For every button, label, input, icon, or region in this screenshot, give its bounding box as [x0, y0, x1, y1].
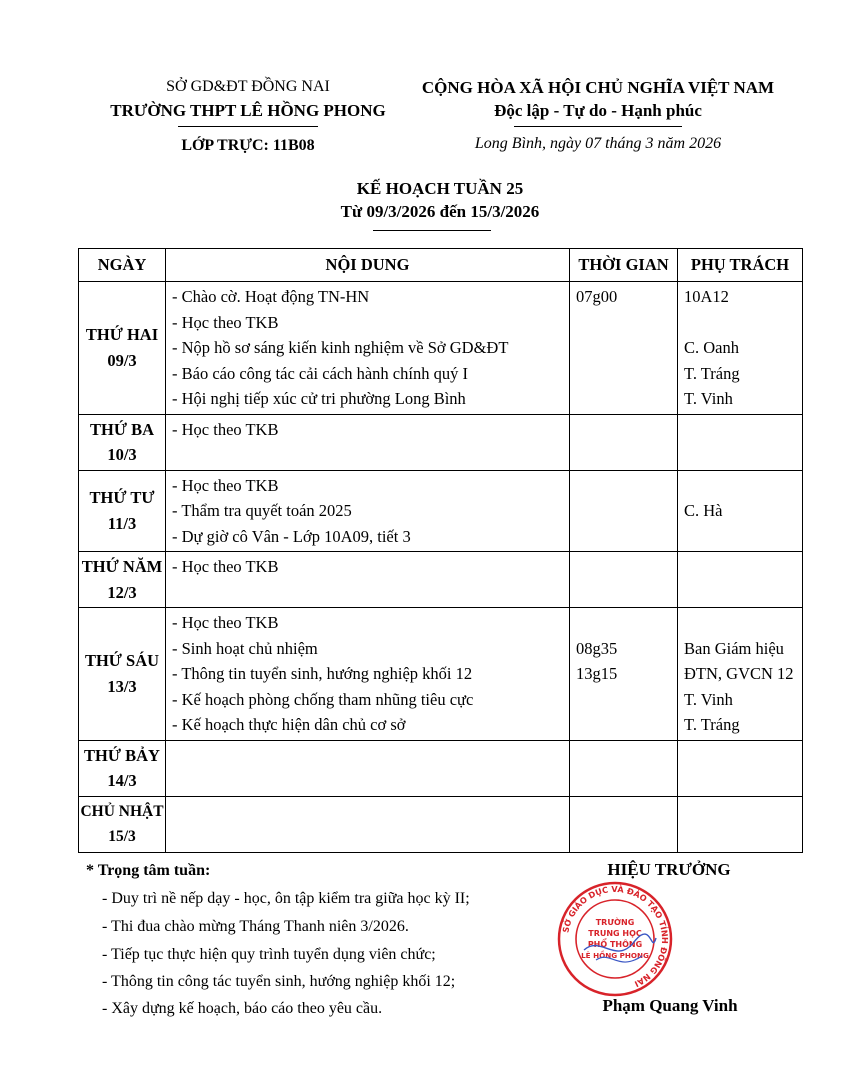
- stamp-line: TRUNG HỌC: [588, 929, 642, 938]
- time-cell: [570, 414, 678, 470]
- table-row: [79, 796, 803, 852]
- list-item: - Học theo TKB: [172, 475, 279, 495]
- focus-item: - Thi đua chào mừng Tháng Thanh niên 3/2026.: [102, 918, 409, 935]
- weekly-plan-table: [78, 248, 803, 853]
- owner-cell: [678, 608, 803, 741]
- motto: Độc lập - Tự do - Hạnh phúc: [494, 101, 702, 120]
- day-cell: [79, 740, 166, 796]
- header-content: NỘI DUNG: [166, 249, 570, 282]
- day-date: 11/3: [107, 513, 137, 533]
- time-value: 07g00: [576, 287, 618, 306]
- table-row: [79, 414, 803, 470]
- content-cell: [166, 552, 570, 608]
- duty-class: LỚP TRỰC: 11B08: [181, 137, 315, 154]
- table-row: [79, 282, 803, 415]
- day-name: CHỦ NHẬT: [80, 802, 164, 820]
- day-date: 10/3: [107, 445, 137, 464]
- owner-value: [684, 473, 796, 499]
- day-cell: [79, 414, 166, 470]
- list-item: - Kế hoạch phòng chống tham nhũng tiêu cực: [172, 689, 474, 709]
- department-name: SỞ GD&ĐT ĐỒNG NAI: [166, 78, 330, 95]
- day-cell: [79, 470, 166, 552]
- list-item: - Học theo TKB: [172, 557, 279, 576]
- owner-value: ĐTN, GVCN 12: [684, 664, 794, 683]
- day-date: 13/3: [107, 676, 137, 696]
- focus-item: - Duy trì nề nếp dạy - học, ôn tập kiểm tra giữa học kỳ II;: [102, 890, 470, 907]
- time-cell: [570, 470, 678, 552]
- list-item: - Thẩm tra quyết toán 2025: [172, 501, 352, 520]
- stamp-line: TRƯỜNG: [595, 918, 635, 927]
- list-item: - Học theo TKB: [172, 613, 279, 632]
- day-name: THỨ HAI: [85, 325, 159, 345]
- owner-value: T. Tráng: [684, 715, 740, 734]
- day-name: THỨ BA: [89, 419, 155, 439]
- content-cell: [166, 414, 570, 470]
- owner-cell: [678, 552, 803, 608]
- day-cell: [79, 552, 166, 608]
- owner-value: C. Oanh: [684, 338, 739, 357]
- stamp-ring-text: SỞ GIÁO DỤC VÀ ĐÀO TẠO TỈNH ĐỒNG NAI: [560, 883, 671, 990]
- day-name: THỨ NĂM: [81, 557, 163, 576]
- title-underline: [373, 230, 491, 231]
- owner-cell: [678, 796, 803, 852]
- time-cell: [570, 552, 678, 608]
- stamp-line: LÊ HỒNG PHONG: [581, 951, 649, 960]
- signature-role: HIỆU TRƯỞNG: [607, 860, 731, 879]
- day-name: THỨ BẢY: [84, 745, 160, 765]
- content-cell: [166, 740, 570, 796]
- motto-underline: [514, 126, 682, 127]
- time-value: 08g35: [576, 638, 618, 658]
- day-date: 12/3: [107, 582, 137, 602]
- owner-value: T. Vinh: [684, 689, 733, 709]
- time-value: 13g15: [576, 664, 618, 683]
- owner-cell: [678, 282, 803, 415]
- owner-value: Ban Giám hiệu: [684, 638, 784, 658]
- list-item: - Kế hoạch thực hiện dân chủ cơ sở: [172, 715, 406, 734]
- day-cell: [79, 796, 166, 852]
- time-value: [576, 610, 671, 636]
- table-row: [79, 470, 803, 552]
- header-owner: PHỤ TRÁCH: [678, 249, 803, 282]
- day-cell: [79, 608, 166, 741]
- day-cell: [79, 282, 166, 415]
- list-item: - Học theo TKB: [172, 419, 279, 439]
- owner-value: T. Vinh: [684, 389, 733, 408]
- content-cell: [166, 796, 570, 852]
- content-cell: [166, 282, 570, 415]
- owner-value: 10A12: [684, 287, 729, 306]
- day-date: 09/3: [107, 350, 137, 370]
- owner-cell: [678, 740, 803, 796]
- time-cell: [570, 282, 678, 415]
- header-day: NGÀY: [79, 249, 166, 282]
- list-item: - Thông tin tuyển sinh, hướng nghiệp khối 12: [172, 664, 473, 683]
- list-item: - Dự giờ cô Vân - Lớp 10A09, tiết 3: [172, 526, 411, 546]
- signature-name: Phạm Quang Vinh: [602, 996, 738, 1015]
- focus-item: - Thông tin công tác tuyển sinh, hướng nghiệp khối 12;: [102, 973, 456, 990]
- list-item: - Sinh hoạt chủ nhiệm: [172, 638, 318, 658]
- owner-value: [684, 610, 796, 636]
- table-header-row: [79, 249, 803, 282]
- owner-value: C. Hà: [684, 501, 723, 520]
- content-cell: [166, 470, 570, 552]
- day-name: THỨ SÁU: [84, 651, 160, 671]
- header-time: THỜI GIAN: [570, 249, 678, 282]
- place-date: Long Bình, ngày 07 tháng 3 năm 2026: [474, 135, 722, 152]
- owner-value: T. Tráng: [684, 363, 740, 383]
- day-date: 15/3: [108, 828, 136, 845]
- list-item: - Báo cáo công tác cải cách hành chính quý I: [172, 363, 468, 383]
- list-item: - Nộp hồ sơ sáng kiến kinh nghiệm về Sở GD&ĐT: [172, 338, 509, 357]
- school-underline: [178, 126, 318, 127]
- day-date: 14/3: [107, 771, 137, 790]
- day-name: THỨ TƯ: [89, 488, 155, 508]
- stamp-line: PHỔ THÔNG: [587, 940, 643, 949]
- stamp-inner-ring: [576, 900, 654, 978]
- focus-heading: * Trọng tâm tuần:: [86, 862, 211, 879]
- owner-value: [684, 310, 796, 336]
- table-row: [79, 740, 803, 796]
- school-name: TRƯỜNG THPT LÊ HỒNG PHONG: [110, 101, 386, 120]
- time-cell: [570, 740, 678, 796]
- plan-date-range: Từ 09/3/2026 đến 15/3/2026: [340, 202, 540, 221]
- school-stamp: [556, 880, 674, 998]
- content-cell: [166, 608, 570, 741]
- list-item: - Chào cờ. Hoạt động TN-HN: [172, 287, 370, 306]
- list-item: - Học theo TKB: [172, 312, 279, 332]
- list-item: - Hội nghị tiếp xúc cử tri phường Long Bình: [172, 389, 466, 408]
- time-cell: [570, 796, 678, 852]
- plan-title: KẾ HOẠCH TUẦN 25: [356, 179, 524, 198]
- time-cell: [570, 608, 678, 741]
- owner-cell: [678, 414, 803, 470]
- republic-name: CỘNG HÒA XÃ HỘI CHỦ NGHĨA VIỆT NAM: [421, 78, 775, 97]
- table-row: [79, 552, 803, 608]
- focus-item: - Xây dựng kế hoạch, báo cáo theo yêu cầu.: [102, 1000, 383, 1017]
- owner-cell: [678, 470, 803, 552]
- focus-item: - Tiếp tục thực hiện quy trình tuyển dụng viên chức;: [102, 946, 436, 963]
- table-row: [79, 608, 803, 741]
